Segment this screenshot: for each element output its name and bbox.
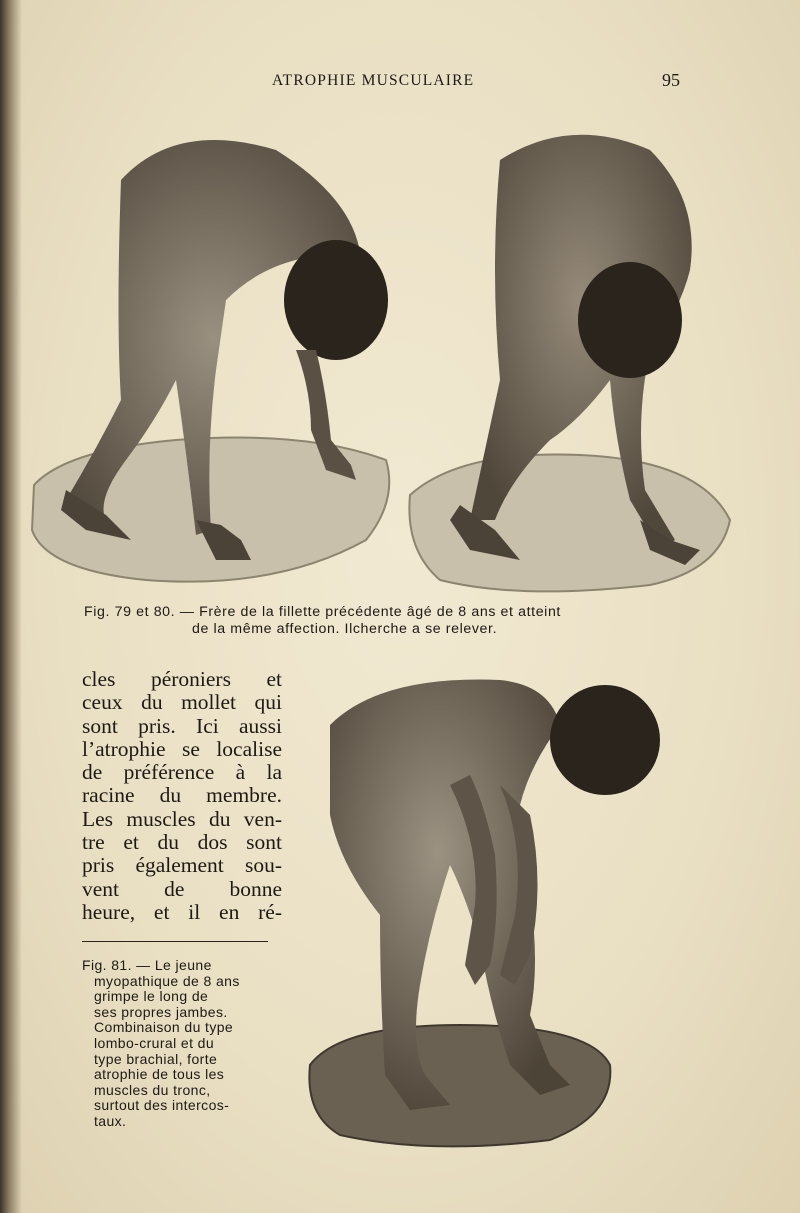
caption-81-line: surtout des intercos- (94, 1097, 230, 1114)
figure-81-photo (300, 665, 670, 1155)
spine-shadow (0, 0, 22, 1213)
caption-81-line: Fig. 81. — Le jeune (82, 957, 212, 973)
body-line: racine du membre. (82, 783, 282, 808)
figure-81-caption (82, 958, 278, 1130)
footnote-rule (82, 941, 268, 942)
figure-79-photo (26, 120, 396, 590)
caption-81-line: ses propres jambes. (94, 1003, 228, 1020)
caption-81-line: taux. (94, 1112, 127, 1129)
body-line: tre et du dos sont (82, 830, 282, 855)
body-line: ceux du mollet qui (82, 690, 282, 715)
page-number: 95 (662, 70, 680, 90)
caption-81-line: Combinaison du type (94, 1019, 234, 1036)
caption-81-line: lombo-crural et du (94, 1034, 215, 1051)
caption-81-line: grimpe le long de (94, 988, 209, 1005)
body-line: Les muscles du ven- (82, 806, 282, 831)
caption-81-line: myopathique de 8 ans (94, 972, 240, 989)
body-line: l’atrophie se localise (82, 736, 282, 761)
figure-80-photo (400, 120, 740, 600)
figures-79-80-caption-line1: Fig. 79 et 80. — Frère de la fillette précédente âgé de 8 ans et atteint (84, 604, 561, 620)
caption-81-line: atrophie de tous les (94, 1066, 225, 1083)
caption-81-line: type brachial, forte (94, 1050, 218, 1067)
figures-79-80-caption (84, 604, 684, 638)
body-line: pris également sou- (82, 853, 282, 878)
figure-80-illustration (400, 120, 740, 600)
figure-81-illustration (300, 665, 670, 1155)
body-line: vent de bonne (82, 876, 282, 901)
body-line: cles péroniers et (82, 667, 282, 691)
body-text (82, 668, 282, 924)
body-line: heure, et il en ré- (82, 899, 282, 924)
figure-79-illustration (26, 120, 396, 590)
figures-79-80-caption-line2: de la même affection. Ilcherche a se relever. (192, 621, 498, 637)
body-line: de préférence à la (82, 760, 282, 785)
body-line: sont pris. Ici aussi (82, 713, 282, 738)
running-head: ATROPHIE MUSCULAIRE (272, 72, 475, 89)
caption-81-line: muscles du tronc, (94, 1081, 211, 1098)
